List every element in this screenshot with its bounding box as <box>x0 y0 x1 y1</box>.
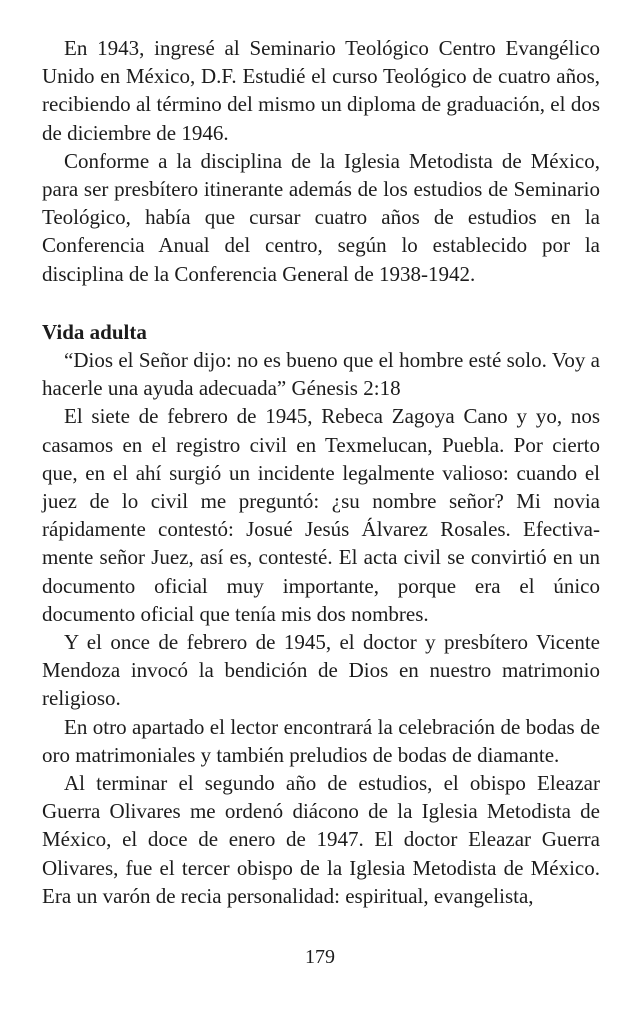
paragraph-religious-marriage: Y el once de febrero de 1945, el doctor y presbítero Vicente Mendoza invocó la bendición de Dios en nuestro matrimonio religioso. <box>42 630 600 711</box>
paragraph-anniversaries: En otro apartado el lector encontrará la celebración de bodas de oro matrimoniales y también preludios de bodas de diamante. <box>42 714 600 767</box>
paragraph-seminary: En 1943, ingresé al Seminario Teológico Centro Evangélico Unido en México, D.F. Estudié el curso Teológico de cuatro años, recibiendo al término del mismo un diploma de graduación, el dos de diciembre de 1946. <box>42 36 600 145</box>
paragraph-ordination: Al terminar el segundo año de estudios, el obispo Eleazar Guerra Olivares me ordenó diácono de la Iglesia Metodista de México, el doce de enero de 1947. El doctor Eleazar Guerra Olivares, fue el tercer obispo de la Iglesia Metodista de México. Era un varón de recia personalidad: espiritual, evangelista, <box>42 771 600 908</box>
paragraph-civil-marriage: El siete de febrero de 1945, Rebeca Zagoya Cano y yo, nos casamos en el registro civil en Texmelucan, Puebla. Por cierto que, en el ahí surgió un incidente legalmente valioso: cuando el juez de lo civil me preguntó: ¿su nombre señor? Mi novia rápidamente contestó: Josué Jesús Álvarez Rosales. Efectivamente señor Juez, así es, contesté. El acta civil se convirtió en un documento oficial muy importante, porque era el único documento oficial que tenía mis dos nombres. <box>42 404 600 626</box>
paragraph-discipline: Conforme a la disciplina de la Iglesia Metodista de México, para ser presbítero itinerante además de los estudios de Seminario Teológico, había que cursar cuatro años de estudios en la Conferencia Anual del centro, según lo establecido por la disciplina de la Conferencia General de 1938-1942. <box>42 148 600 286</box>
section-heading: Vida adulta <box>42 319 147 344</box>
paragraph-quote: “Dios el Señor dijo: no es bueno que el hombre esté solo. Voy a hacerle una ayuda adecuada” Génesis 2:18 <box>42 348 600 401</box>
page-body <box>42 34 600 910</box>
page-number: 179 <box>305 946 335 968</box>
